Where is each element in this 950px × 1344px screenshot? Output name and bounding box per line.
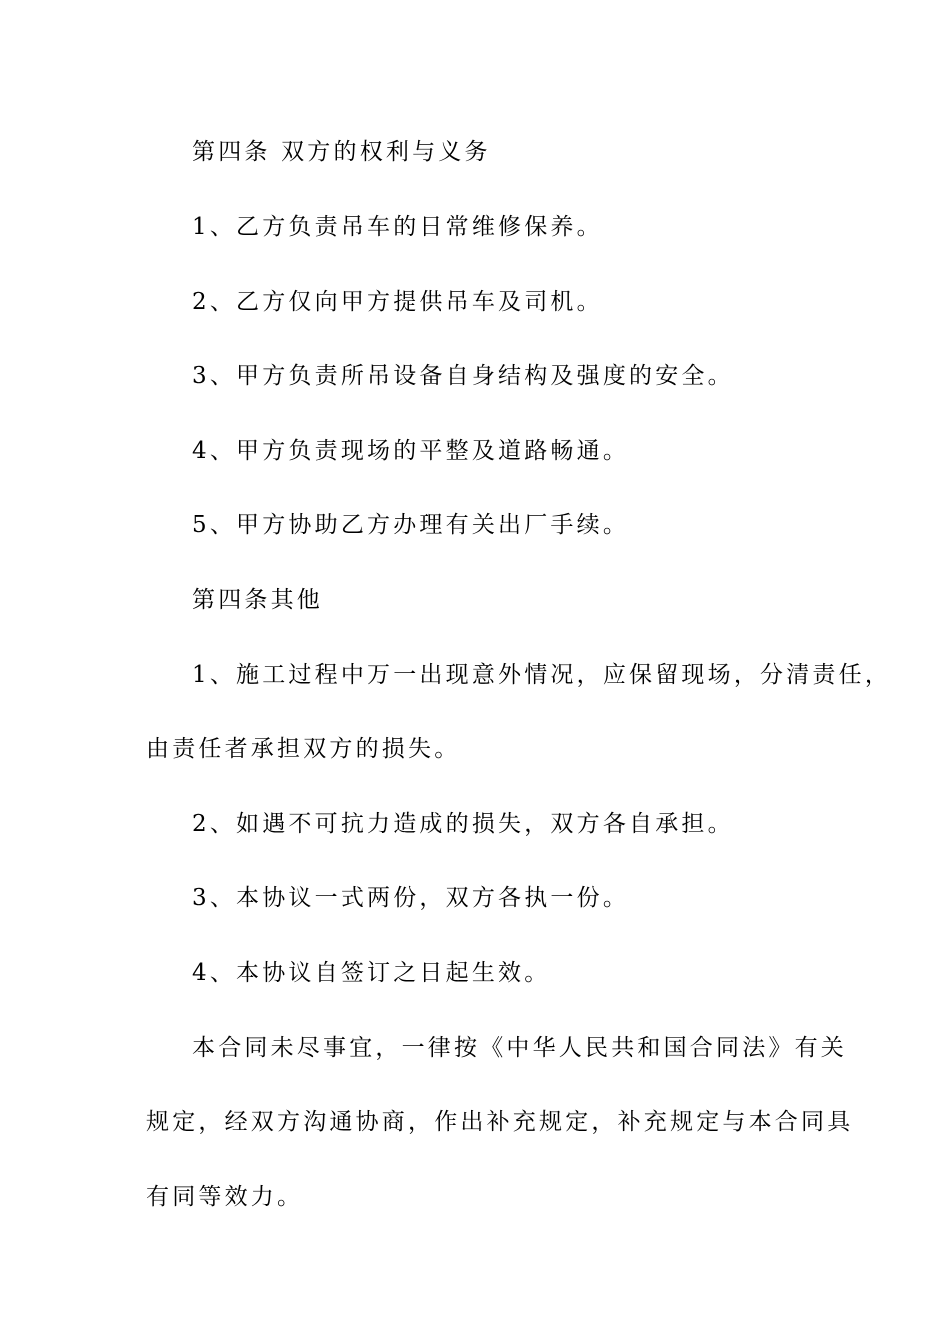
paragraph-line: 3、本协议一式两份，双方各执一份。 xyxy=(192,885,630,911)
paragraph-line: 1、乙方负责吊车的日常维修保养。 xyxy=(192,214,603,240)
section-heading-other: 第四条其他 xyxy=(192,587,323,613)
paragraph-line: 有同等效力。 xyxy=(146,1184,304,1210)
paragraph-line: 1、施工过程中万一出现意外情况，应保留现场，分清责任， xyxy=(192,662,892,688)
paragraph-line: 3、甲方负责所吊设备自身结构及强度的安全。 xyxy=(192,363,734,389)
paragraph-line: 2、乙方仅向甲方提供吊车及司机。 xyxy=(192,289,603,315)
paragraph-line: 由责任者承担双方的损失。 xyxy=(146,736,461,762)
section-heading-rights-obligations: 第四条 双方的权利与义务 xyxy=(192,139,491,165)
paragraph-line: 4、本协议自签订之日起生效。 xyxy=(192,960,551,986)
paragraph-line: 2、如遇不可抗力造成的损失，双方各自承担。 xyxy=(192,811,734,837)
paragraph-line: 本合同未尽事宜，一律按《中华人民共和国合同法》有关 xyxy=(192,1035,847,1061)
paragraph-line: 规定，经双方沟通协商，作出补充规定，补充规定与本合同具 xyxy=(146,1109,854,1135)
paragraph-line: 5、甲方协助乙方办理有关出厂手续。 xyxy=(192,512,630,538)
paragraph-line: 4、甲方负责现场的平整及道路畅通。 xyxy=(192,438,630,464)
